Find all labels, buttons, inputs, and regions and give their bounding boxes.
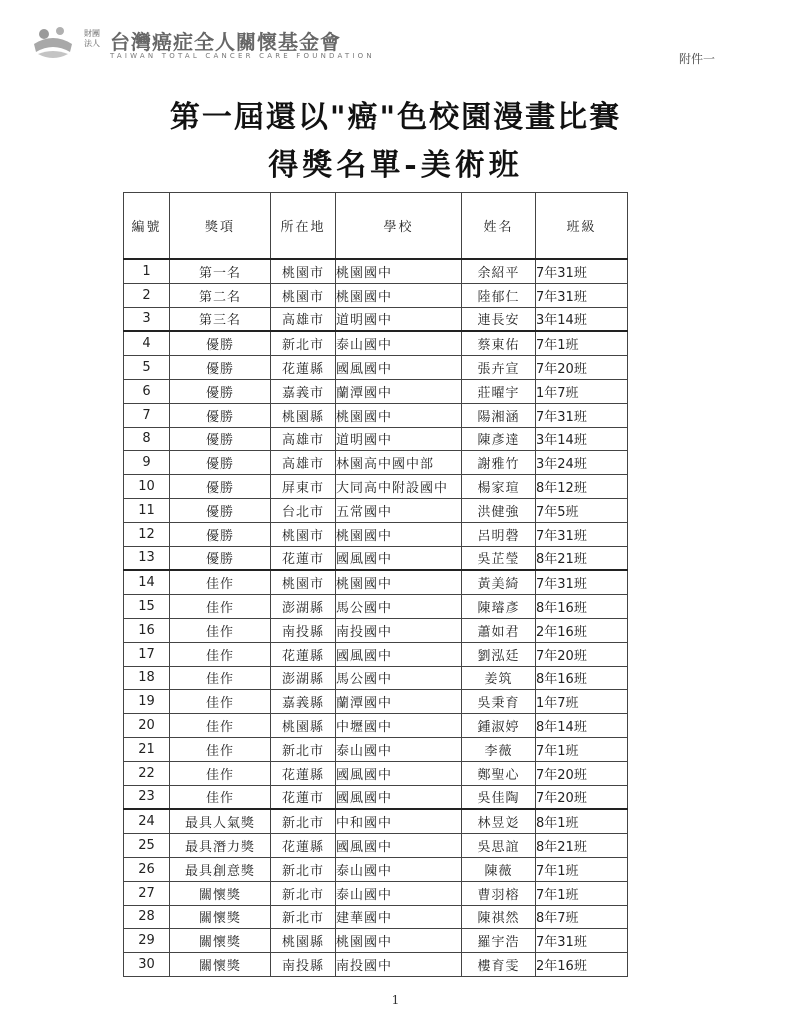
- cell-city: 南投縣: [271, 618, 336, 642]
- cell-award: 關懷獎: [170, 881, 271, 905]
- cell-no: 5: [124, 356, 170, 380]
- cell-no: 23: [124, 785, 170, 809]
- cell-school: 道明國中: [336, 307, 462, 331]
- cell-school: 道明國中: [336, 427, 462, 451]
- cell-no: 9: [124, 451, 170, 475]
- table-row: [124, 905, 628, 929]
- cell-award: 關懷獎: [170, 929, 271, 953]
- cell-name: 連長安: [462, 307, 536, 331]
- cell-no: 6: [124, 379, 170, 403]
- cell-city: 嘉義縣: [271, 690, 336, 714]
- cell-school: 蘭潭國中: [336, 690, 462, 714]
- cell-name: 陳薇: [462, 857, 536, 881]
- org-name-english: TAIWAN TOTAL CANCER CARE FOUNDATION: [110, 52, 375, 60]
- cell-no: 10: [124, 475, 170, 499]
- cell-class: 7年31班: [536, 929, 628, 953]
- cell-name: 吳思誼: [462, 834, 536, 858]
- table-row: [124, 546, 628, 570]
- cell-name: 林昱彣: [462, 809, 536, 833]
- cell-school: 大同高中附設國中: [336, 475, 462, 499]
- cell-school: 馬公國中: [336, 666, 462, 690]
- cell-city: 新北市: [271, 331, 336, 355]
- cell-award: 優勝: [170, 379, 271, 403]
- cell-no: 28: [124, 905, 170, 929]
- cell-class: 7年20班: [536, 356, 628, 380]
- cell-city: 花蓮縣: [271, 834, 336, 858]
- cell-city: 台北市: [271, 498, 336, 522]
- cell-city: 澎湖縣: [271, 595, 336, 619]
- table-row: [124, 857, 628, 881]
- cell-name: 謝雅竹: [462, 451, 536, 475]
- cell-class: 7年1班: [536, 331, 628, 355]
- cell-school: 馬公國中: [336, 595, 462, 619]
- cell-city: 新北市: [271, 737, 336, 761]
- table-row: [124, 881, 628, 905]
- cell-name: 劉泓廷: [462, 642, 536, 666]
- header-no: 編號: [124, 193, 170, 260]
- cell-city: 高雄市: [271, 451, 336, 475]
- cell-award: 最具創意獎: [170, 857, 271, 881]
- header-school: 學校: [336, 193, 462, 260]
- cell-no: 11: [124, 498, 170, 522]
- cell-class: 7年20班: [536, 642, 628, 666]
- cell-no: 29: [124, 929, 170, 953]
- cell-city: 桃園縣: [271, 403, 336, 427]
- cell-class: 3年24班: [536, 451, 628, 475]
- cell-city: 花蓮縣: [271, 761, 336, 785]
- cell-name: 蔡東佑: [462, 331, 536, 355]
- cell-name: 樓育雯: [462, 953, 536, 977]
- cell-no: 21: [124, 737, 170, 761]
- table-row: [124, 666, 628, 690]
- cell-award: 優勝: [170, 331, 271, 355]
- table-header-row: [124, 193, 628, 260]
- cell-name: 鍾淑婷: [462, 714, 536, 738]
- cell-name: 羅宇浩: [462, 929, 536, 953]
- table-row: [124, 427, 628, 451]
- cell-class: 8年7班: [536, 905, 628, 929]
- cell-class: 3年14班: [536, 427, 628, 451]
- cell-no: 30: [124, 953, 170, 977]
- cell-school: 桃園國中: [336, 570, 462, 594]
- cell-name: 陽湘涵: [462, 403, 536, 427]
- cell-class: 7年31班: [536, 403, 628, 427]
- table-row: [124, 595, 628, 619]
- cell-award: 優勝: [170, 498, 271, 522]
- cell-school: 國風國中: [336, 834, 462, 858]
- cell-no: 18: [124, 666, 170, 690]
- cell-no: 16: [124, 618, 170, 642]
- page-number: 1: [391, 993, 400, 1007]
- cell-name: 張卉宣: [462, 356, 536, 380]
- cell-award: 佳作: [170, 737, 271, 761]
- cell-award: 關懷獎: [170, 905, 271, 929]
- cell-school: 泰山國中: [336, 857, 462, 881]
- cell-no: 22: [124, 761, 170, 785]
- cell-award: 佳作: [170, 618, 271, 642]
- table-row: [124, 929, 628, 953]
- foundation-logo-icon: [30, 22, 76, 62]
- cell-class: 7年31班: [536, 283, 628, 307]
- cell-school: 桃園國中: [336, 259, 462, 283]
- cell-award: 優勝: [170, 356, 271, 380]
- table-row: [124, 403, 628, 427]
- cell-class: 7年31班: [536, 259, 628, 283]
- cell-award: 優勝: [170, 403, 271, 427]
- cell-city: 新北市: [271, 905, 336, 929]
- page-title: 第一屆還以"癌"色校園漫畫比賽: [169, 100, 622, 135]
- table-row: [124, 618, 628, 642]
- cell-city: 桃園市: [271, 283, 336, 307]
- cell-award: 優勝: [170, 546, 271, 570]
- cell-award: 最具人氣獎: [170, 809, 271, 833]
- cell-school: 南投國中: [336, 618, 462, 642]
- cell-school: 桃園國中: [336, 283, 462, 307]
- cell-name: 吳佳陶: [462, 785, 536, 809]
- cell-city: 桃園縣: [271, 714, 336, 738]
- table-row: [124, 522, 628, 546]
- cell-city: 桃園縣: [271, 929, 336, 953]
- cell-award: 最具潛力獎: [170, 834, 271, 858]
- table-row: [124, 307, 628, 331]
- cell-city: 花蓮縣: [271, 356, 336, 380]
- table-row: [124, 570, 628, 594]
- cell-school: 國風國中: [336, 356, 462, 380]
- cell-name: 鄭聖心: [462, 761, 536, 785]
- cell-no: 4: [124, 331, 170, 355]
- cell-no: 27: [124, 881, 170, 905]
- cell-city: 屏東市: [271, 475, 336, 499]
- cell-school: 南投國中: [336, 953, 462, 977]
- cell-no: 19: [124, 690, 170, 714]
- cell-class: 7年1班: [536, 857, 628, 881]
- table-row: [124, 690, 628, 714]
- cell-award: 第二名: [170, 283, 271, 307]
- cell-award: 第一名: [170, 259, 271, 283]
- cell-class: 7年31班: [536, 570, 628, 594]
- cell-name: 姜筑: [462, 666, 536, 690]
- table-row: [124, 785, 628, 809]
- cell-name: 曹羽榕: [462, 881, 536, 905]
- cell-name: 陳璿彥: [462, 595, 536, 619]
- cell-city: 嘉義市: [271, 379, 336, 403]
- cell-no: 12: [124, 522, 170, 546]
- cell-class: 7年1班: [536, 881, 628, 905]
- cell-award: 佳作: [170, 595, 271, 619]
- cell-city: 新北市: [271, 809, 336, 833]
- cell-class: 8年1班: [536, 809, 628, 833]
- cell-no: 13: [124, 546, 170, 570]
- cell-no: 2: [124, 283, 170, 307]
- cell-city: 南投縣: [271, 953, 336, 977]
- cell-city: 花蓮市: [271, 785, 336, 809]
- cell-city: 澎湖縣: [271, 666, 336, 690]
- cell-name: 蕭如君: [462, 618, 536, 642]
- table-row: [124, 356, 628, 380]
- cell-class: 7年1班: [536, 737, 628, 761]
- cell-class: 3年14班: [536, 307, 628, 331]
- cell-school: 泰山國中: [336, 737, 462, 761]
- table-row: [124, 283, 628, 307]
- table-row: [124, 259, 628, 283]
- page-subtitle: 得獎名單-美術班: [268, 148, 523, 183]
- cell-award: 佳作: [170, 714, 271, 738]
- header-name: 姓名: [462, 193, 536, 260]
- cell-school: 桃園國中: [336, 522, 462, 546]
- cell-city: 花蓮市: [271, 546, 336, 570]
- table-row: [124, 379, 628, 403]
- cell-class: 8年16班: [536, 595, 628, 619]
- cell-no: 1: [124, 259, 170, 283]
- cell-class: 8年21班: [536, 834, 628, 858]
- cell-name: 陳彥達: [462, 427, 536, 451]
- cell-no: 14: [124, 570, 170, 594]
- header-award: 獎項: [170, 193, 271, 260]
- cell-class: 8年16班: [536, 666, 628, 690]
- cell-award: 優勝: [170, 451, 271, 475]
- cell-award: 第三名: [170, 307, 271, 331]
- header-class: 班級: [536, 193, 628, 260]
- cell-city: 花蓮縣: [271, 642, 336, 666]
- org-name: 台灣癌症全人關懷基金會: [110, 30, 341, 54]
- cell-name: 吳秉育: [462, 690, 536, 714]
- cell-name: 李薇: [462, 737, 536, 761]
- cell-school: 林園高中國中部: [336, 451, 462, 475]
- cell-school: 五常國中: [336, 498, 462, 522]
- cell-class: 2年16班: [536, 953, 628, 977]
- table-row: [124, 834, 628, 858]
- table-row: [124, 953, 628, 977]
- cell-award: 優勝: [170, 475, 271, 499]
- cell-school: 中壢國中: [336, 714, 462, 738]
- cell-city: 新北市: [271, 857, 336, 881]
- cell-award: 佳作: [170, 666, 271, 690]
- cell-name: 莊曜宇: [462, 379, 536, 403]
- cell-class: 1年7班: [536, 690, 628, 714]
- cell-city: 高雄市: [271, 427, 336, 451]
- cell-no: 26: [124, 857, 170, 881]
- org-type: 財團法人: [84, 29, 100, 48]
- cell-name: 陸郁仁: [462, 283, 536, 307]
- cell-award: 佳作: [170, 570, 271, 594]
- cell-award: 佳作: [170, 785, 271, 809]
- cell-class: 7年20班: [536, 785, 628, 809]
- cell-school: 國風國中: [336, 642, 462, 666]
- cell-class: 2年16班: [536, 618, 628, 642]
- cell-class: 8年21班: [536, 546, 628, 570]
- cell-no: 24: [124, 809, 170, 833]
- cell-school: 國風國中: [336, 546, 462, 570]
- cell-school: 國風國中: [336, 761, 462, 785]
- cell-award: 關懷獎: [170, 953, 271, 977]
- cell-award: 佳作: [170, 690, 271, 714]
- table-row: [124, 331, 628, 355]
- cell-school: 建華國中: [336, 905, 462, 929]
- cell-no: 17: [124, 642, 170, 666]
- cell-no: 25: [124, 834, 170, 858]
- cell-class: 7年5班: [536, 498, 628, 522]
- cell-award: 優勝: [170, 427, 271, 451]
- cell-city: 高雄市: [271, 307, 336, 331]
- table-row: [124, 737, 628, 761]
- cell-no: 7: [124, 403, 170, 427]
- table-row: [124, 761, 628, 785]
- cell-school: 泰山國中: [336, 881, 462, 905]
- award-winners-table: [123, 192, 628, 977]
- cell-no: 8: [124, 427, 170, 451]
- cell-school: 國風國中: [336, 785, 462, 809]
- cell-school: 桃園國中: [336, 929, 462, 953]
- table-row: [124, 714, 628, 738]
- cell-no: 20: [124, 714, 170, 738]
- cell-city: 桃園市: [271, 570, 336, 594]
- cell-name: 呂明磬: [462, 522, 536, 546]
- cell-city: 桃園市: [271, 259, 336, 283]
- table-row: [124, 451, 628, 475]
- header-city: 所在地: [271, 193, 336, 260]
- table-row: [124, 809, 628, 833]
- cell-school: 桃園國中: [336, 403, 462, 427]
- cell-name: 陳祺然: [462, 905, 536, 929]
- cell-name: 余紹平: [462, 259, 536, 283]
- cell-name: 洪健強: [462, 498, 536, 522]
- foundation-logo: [30, 22, 375, 66]
- cell-class: 8年12班: [536, 475, 628, 499]
- cell-no: 3: [124, 307, 170, 331]
- cell-city: 新北市: [271, 881, 336, 905]
- table-row: [124, 475, 628, 499]
- cell-no: 15: [124, 595, 170, 619]
- cell-school: 蘭潭國中: [336, 379, 462, 403]
- cell-city: 桃園市: [271, 522, 336, 546]
- cell-school: 泰山國中: [336, 331, 462, 355]
- cell-name: 楊家瑄: [462, 475, 536, 499]
- cell-class: 7年20班: [536, 761, 628, 785]
- table-row: [124, 642, 628, 666]
- cell-name: 黃美綺: [462, 570, 536, 594]
- cell-name: 吳芷瑩: [462, 546, 536, 570]
- table-row: [124, 498, 628, 522]
- cell-award: 佳作: [170, 761, 271, 785]
- attachment-label: 附件一: [678, 52, 715, 66]
- cell-award: 優勝: [170, 522, 271, 546]
- cell-award: 佳作: [170, 642, 271, 666]
- cell-school: 中和國中: [336, 809, 462, 833]
- cell-class: 7年31班: [536, 522, 628, 546]
- cell-class: 8年14班: [536, 714, 628, 738]
- cell-class: 1年7班: [536, 379, 628, 403]
